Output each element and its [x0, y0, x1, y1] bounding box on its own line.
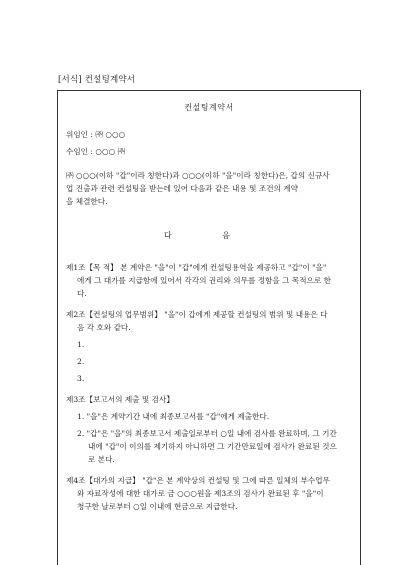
preamble-line: 업 진출과 관련 컨설팅을 받는데 있어 다음과 같은 내용 및 조건의 계약 — [66, 184, 298, 193]
article-1-line: 다. — [77, 289, 87, 298]
contract-document — [57, 90, 361, 565]
article-3 — [66, 393, 352, 466]
article-2-line: 음 각 호와 같다. — [77, 323, 131, 332]
preamble-line: ㈜ ○○○(이하 "갑"이라 칭한다)과 ○○○(이하 "을"이라 칭한다)은, 갑의 신규사 — [66, 171, 330, 180]
article-1-line: 제1조【목 적】 본 계약은 "을"이 "갑"에게 컨설팅용역을 제공하고 "갑"이 "을" — [66, 263, 327, 272]
preamble-line: 을 체결한다. — [66, 197, 108, 206]
article-4-line: 제4조【대가의 지급】 "갑"은 본 계약상의 컨설팅 및 그에 따른 일체의 부수업무 — [66, 476, 330, 485]
article-3-items — [66, 410, 352, 466]
article-3-item: 2. "갑"은 "을"의 최종보고서 제출일로부터 ○일 내에 검사를 완료하며, 그 기간 — [77, 429, 337, 438]
article-2-item: 2. — [77, 357, 85, 366]
article-2-item: 1. — [77, 340, 85, 349]
article-1-line: 에게 그 대가를 지급함에 있어서 각각의 권리와 의무를 정함을 그 목적으로 한 — [77, 276, 331, 285]
parties-block — [66, 128, 352, 158]
article-4-line: 청구한 날로부터 ○일 이내에 현금으로 지급한다. — [77, 502, 238, 511]
article-2-item: 3. — [77, 374, 85, 383]
article-2-items — [66, 338, 352, 385]
article-1 — [66, 261, 352, 300]
article-3-item: 1. "을"은 계약기간 내에 최종보고서를 "갑"에게 제출한다. — [77, 412, 270, 421]
article-2 — [66, 308, 352, 385]
document-title: 컨설팅계약서 — [184, 103, 234, 112]
article-4 — [66, 474, 352, 513]
party-delegator: 위임인 : ㈜ ○○○ — [66, 130, 126, 139]
preamble — [66, 169, 352, 208]
section-heading: 다 음 — [164, 231, 254, 240]
article-2-line: 제2조【컨설팅의 업무범위】 "을"이 갑에게 제공할 컨설팅의 범위 및 내용은 다 — [66, 310, 328, 319]
form-label: [서식] 컨설팅계약서 — [58, 75, 136, 85]
article-3-item-cont: 로 본다. — [88, 455, 115, 464]
party-delegatee: 수임인 : ○○○ ㈜ — [66, 147, 126, 156]
article-4-line: 와 자료작성에 대한 대가로 금 ○○○원을 제3조의 검사가 완료된 후 "을"이 — [77, 489, 324, 498]
article-3-line: 제3조【보고서의 제출 및 검사】 — [66, 395, 174, 404]
article-3-item-cont: 내에 "갑"이 이의를 제기하지 아니하면 그 기간만료일에 검사가 완료된 것으 — [88, 442, 337, 451]
